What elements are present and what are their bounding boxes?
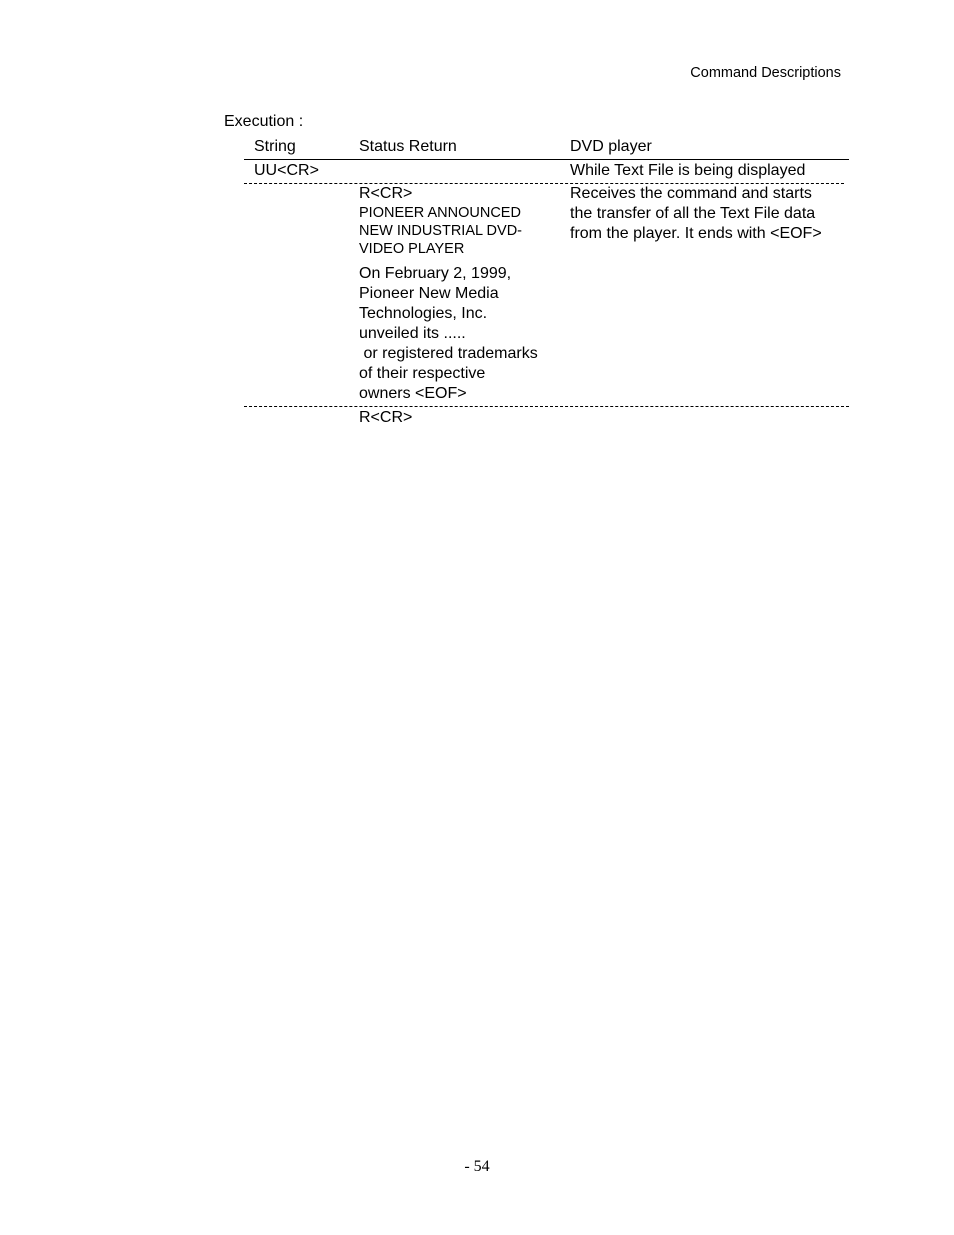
status-body-line: Pioneer New Media: [359, 285, 499, 302]
status-caps-line: NEW INDUSTRIAL DVD-: [359, 223, 522, 239]
status-body-line: Technologies, Inc.: [359, 305, 488, 322]
status-body-line: On February 2, 1999,: [359, 265, 512, 282]
status-body-line: of their respective: [359, 365, 486, 382]
command-table: [244, 137, 849, 428]
cell-status: R<CR>: [359, 409, 413, 426]
status-caps-line: VIDEO PLAYER: [359, 241, 465, 257]
cell-status: [349, 184, 560, 406]
player-line: the transfer of all the Text File data: [570, 205, 816, 222]
status-line: R<CR>: [359, 185, 413, 202]
table-row: [244, 160, 849, 183]
dashed-divider: [244, 183, 844, 184]
status-body-line: or registered trademarks: [359, 345, 538, 362]
table-row: [244, 183, 849, 406]
col-header-dvd-player: DVD player: [570, 138, 652, 155]
page-number: - 54: [464, 1158, 490, 1175]
table-row: [244, 406, 849, 428]
cell-player: [560, 184, 849, 406]
cell-status: [349, 160, 560, 183]
cell-player: [560, 408, 849, 428]
player-line: Receives the command and starts: [570, 185, 812, 202]
status-caps-line: PIONEER ANNOUNCED: [359, 205, 521, 221]
table-header-row: [244, 137, 849, 160]
running-header: Command Descriptions: [690, 65, 841, 81]
col-header-status-return: Status Return: [359, 138, 457, 155]
cell-string: [244, 184, 349, 406]
player-line: from the player. It ends with <EOF>: [570, 225, 822, 242]
status-body-line: unveiled its .....: [359, 325, 466, 342]
col-header-string: String: [254, 138, 296, 155]
status-body-line: owners <EOF>: [359, 385, 467, 402]
cell-string: UU<CR>: [254, 162, 319, 179]
cell-string: [244, 408, 349, 428]
execution-label: Execution :: [224, 113, 304, 130]
cell-player: While Text File is being displayed: [570, 162, 806, 179]
